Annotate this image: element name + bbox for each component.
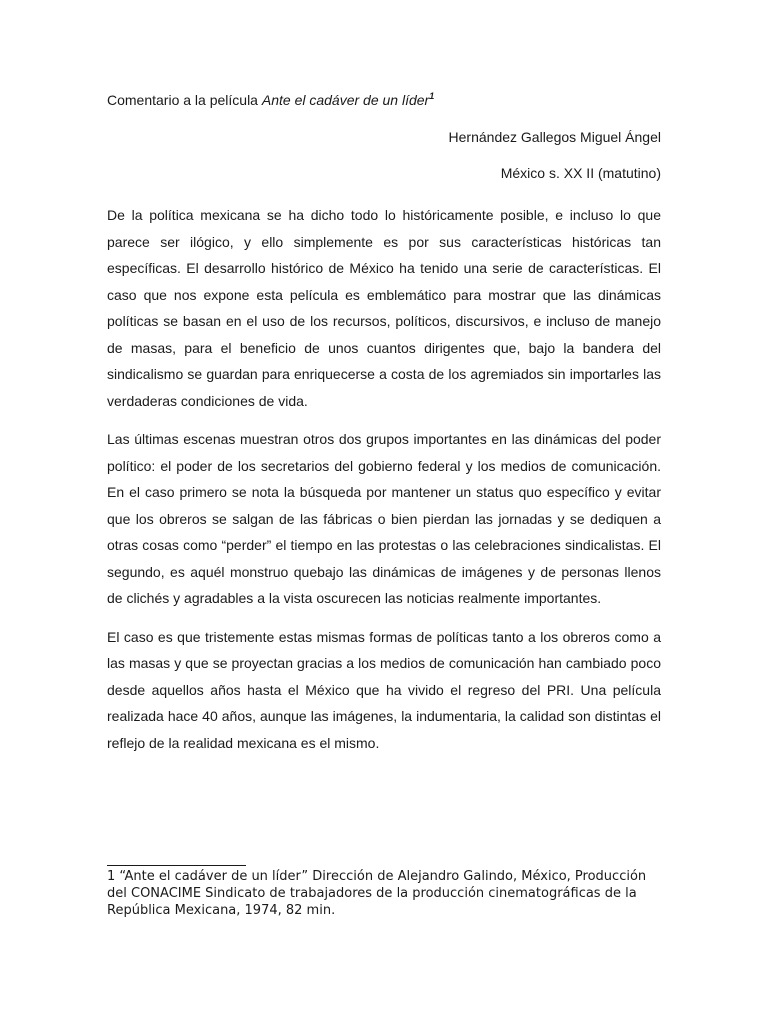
footnote-separator [107,865,246,866]
paragraph-1: De la política mexicana se ha dicho todo lo históricamente posible, e incluso lo que parece ser ilógico, y ello simplemente es por sus características históricas tan específicas. El desarrollo histórico de México ha tenido una serie de características. El caso que nos expone esta película es emblemático para mostrar que las dinámicas políticas se basan en el uso de los recursos, políticos, discursivos, e incluso de manejo de masas, para el beneficio de unos cuantos dirigentes que, bajo la bandera del sindicalismo se guardan para enriquecerse a costa de los agremiados sin importarles las verdaderas condiciones de vida. [107,207,661,409]
author-name: Hernández Gallegos Miguel Ángel [448,129,661,145]
footnote-reference: 1 [429,91,435,101]
document-title [107,90,434,110]
document-page [107,0,661,1024]
title-prefix: Comentario a la película [107,92,262,108]
film-title: Ante el cadáver de un líder [261,92,430,108]
paragraph-2: Las últimas escenas muestran otros dos grupos importantes en las dinámicas del poder político: el poder de los secretarios del gobierno federal y los medios de comunicación. En el caso primero se nota la búsqueda por mantener un status quo específico y evitar que los obreros se salgan de las fábricas o bien pierdan las jornadas y se dediquen a otras cosas como “perder” el tiempo en las protestas o las celebraciones sindicalistas. El segundo, es aquél monstruo quebajo las dinámicas de imágenes y de personas llenos de clichés y agradables a la vista oscurecen las noticias realmente importantes. [107,431,661,606]
footnote: 1 “Ante el cadáver de un líder” Dirección de Alejandro Galindo, México, Producción del CONACIME Sindicato de trabajadores de la producción cinematográficas de la República Mexicana, 1974, 82 min. [107,869,647,918]
paragraph-3: El caso es que tristemente estas mismas formas de políticas tanto a los obreros como a las masas y que se proyectan gracias a los medios de comunicación han cambiado poco desde aquellos años hasta el México que ha vivido el regreso del PRI. Una película realizada hace 40 años, aunque las imágenes, la indumentaria, la calidad son distintas el reflejo de la realidad mexicana es el mismo. [107,628,661,751]
class-group: México s. XX II (matutino) [500,165,661,181]
body-text [107,202,661,768]
